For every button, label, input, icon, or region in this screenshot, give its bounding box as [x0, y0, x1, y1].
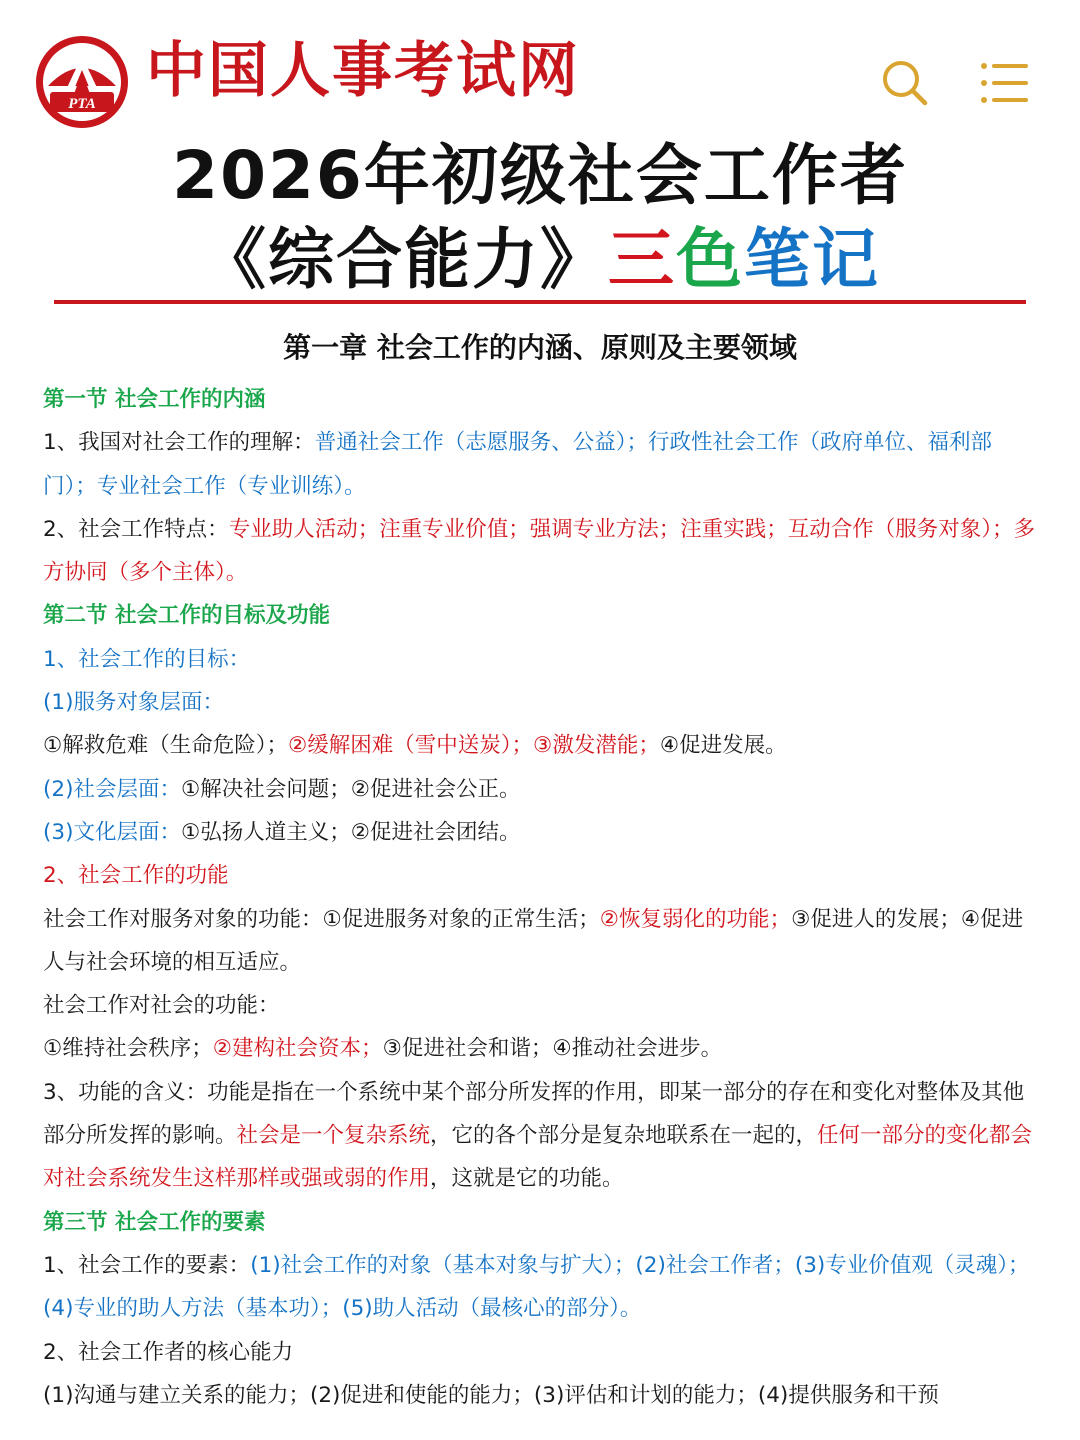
text-run: ①弘扬人道主义；②促进社会团结。 [180, 819, 521, 845]
text-run: ④促进发展。 [659, 733, 787, 759]
highlight-blue: (3)文化层面： [43, 819, 181, 845]
text-run: 2、社会工作特点： [43, 516, 229, 542]
paragraph-core-ability-heading: 2、社会工作者的核心能力 [43, 1339, 294, 1365]
text-run: 3、功能的含义：功能是指在一个系统中某个部分所发挥的作用，即某一部分的存在和变化对整体及其他部分所发挥的影响。 [43, 1079, 1025, 1149]
header [0, 0, 1080, 130]
goal-culture-level [43, 811, 1043, 854]
paragraph-core-ability-items: (1)沟通与建立关系的能力；(2)促进和使能的能力；(3)评估和计划的能力；(4)提供服务和干预 [43, 1382, 939, 1408]
paragraph-features [43, 508, 1043, 595]
text-run: ①维持社会秩序； [43, 1036, 213, 1062]
title-book-name: 《综合能力》 [200, 221, 608, 298]
site-name[interactable]: 中国人事考试网 [146, 36, 580, 106]
title-color-word-red: 三 [608, 221, 676, 298]
goal-society-level [43, 768, 1043, 811]
pta-logo-icon [34, 34, 130, 130]
text-run: ①解决社会问题；②促进社会公正。 [180, 776, 521, 802]
highlight-blue: (1)社会工作的对象（基本对象与扩大）；(2)社会工作者；(3)专业价值观（灵魂）；(4)专业的助人方法（基本功）；(5)助人活动（最核心的部分）。 [43, 1252, 1030, 1322]
highlight-red: 社会是一个复杂系统 [236, 1123, 431, 1149]
title-line-1: 2026年初级社会工作者 [172, 137, 908, 214]
function-heading: 2、社会工作的功能 [43, 863, 229, 889]
notes-content [43, 378, 1043, 1417]
paragraph-understanding [43, 421, 1043, 508]
goal-client-level-items [43, 724, 1043, 767]
highlight-blue: (2)社会层面： [43, 776, 181, 802]
chapter-heading: 第一章 社会工作的内涵、原则及主要领域 [283, 331, 797, 364]
section-3-heading: 第三节 社会工作的要素 [43, 1209, 266, 1235]
menu-icon[interactable] [980, 60, 1030, 106]
highlight-red: ②缓解困难（雪中送炭）；③激发潜能； [288, 733, 660, 759]
paragraph-function-meaning [43, 1071, 1043, 1201]
title-color-word-blue: 笔记 [744, 221, 880, 298]
search-icon[interactable] [880, 58, 930, 108]
goal-client-level-heading: (1)服务对象层面： [43, 690, 224, 716]
function-for-society-heading: 社会工作对社会的功能： [43, 993, 280, 1019]
text-run: ③促进社会和谐；④推动社会进步。 [382, 1036, 723, 1062]
text-run: ①解救危难（生命危险）； [43, 733, 289, 759]
logo-text: PTA [68, 96, 96, 112]
highlight-red: ②恢复弱化的功能； [599, 906, 792, 932]
page-title [0, 134, 1080, 302]
text-run: ③促进人的发展；④促进人与社会环境的相互适应。 [43, 906, 1024, 975]
section-1-heading: 第一节 社会工作的内涵 [43, 387, 266, 412]
highlight-red: 专业助人活动；注重专业价值；强调专业方法；注重实践；互动合作（服务对象）；多方协同（多个主体）。 [43, 516, 1035, 586]
section-2-heading: 第二节 社会工作的目标及功能 [43, 603, 330, 629]
goal-heading: 1、社会工作的目标： [43, 646, 251, 672]
title-color-word-green: 色 [676, 221, 744, 298]
text-run: 社会工作对服务对象的功能：①促进服务对象的正常生活； [43, 906, 600, 932]
text-run: 1、我国对社会工作的理解： [43, 430, 315, 456]
highlight-red: 任何一部分的变化都会对社会系统发生这样那样或强或弱的作用 [43, 1123, 1033, 1192]
text-run: 1、社会工作的要素： [43, 1252, 251, 1278]
function-for-society-items [43, 1027, 1043, 1070]
paragraph-elements [43, 1244, 1043, 1331]
text-run: ，它的各个部分是复杂地联系在一起的， [430, 1123, 818, 1149]
title-line-2 [0, 218, 1080, 302]
highlight-red: ②建构社会资本； [212, 1036, 383, 1062]
highlight-blue: 普通社会工作（志愿服务、公益）；行政性社会工作（政府单位、福利部门）；专业社会工作（专业训练）。 [43, 430, 992, 499]
function-for-clients [43, 898, 1043, 985]
text-run: ，这就是它的功能。 [430, 1166, 624, 1192]
title-divider [54, 300, 1026, 304]
